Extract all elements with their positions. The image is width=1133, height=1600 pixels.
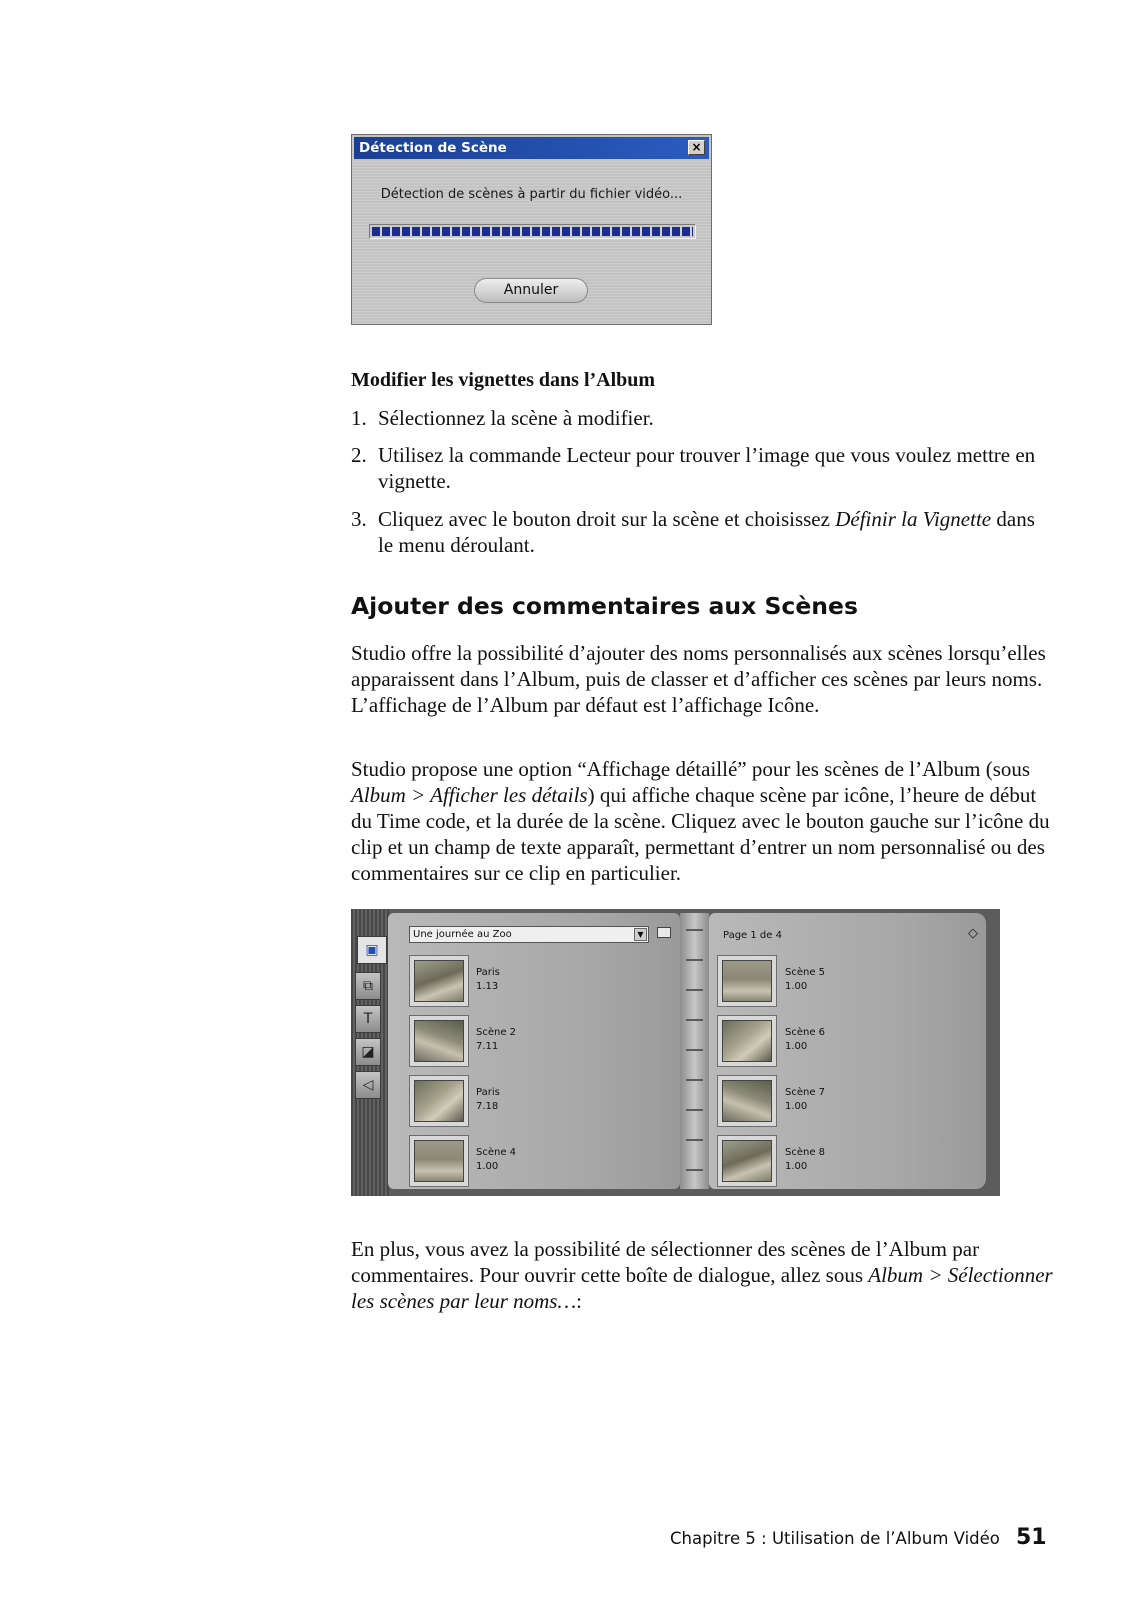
album-screenshot xyxy=(351,909,1000,1196)
album-tabs xyxy=(351,909,389,1196)
menu-command: Définir la Vignette xyxy=(835,507,992,531)
menu-path: Album > Afficher les détails xyxy=(351,783,588,807)
paragraph: Studio propose une option “Affichage détaillé” pour les scènes de l’Album (sous Album > Afficher les détails) qui affiche chaque scène par icône, l’heure de début du Time code, et la durée de la scène. Cliquez avec le bouton gauche sur l’icône du clip et un champ de texte apparaît, permettant d’entrer un nom personnalisé ou des commentaires sur ce clip en particulier. xyxy=(351,757,1050,885)
chapter-footer: Chapitre 5 : Utilisation de l’Album Vidéo xyxy=(670,1529,1000,1548)
sound-icon[interactable]: ◁ xyxy=(355,1071,381,1099)
close-icon[interactable]: × xyxy=(688,140,705,155)
scene-thumbnail[interactable] xyxy=(717,955,777,1007)
list-item xyxy=(351,506,1051,558)
menu-path: Album > Sélectionner les scènes par leur noms… xyxy=(351,1263,1053,1313)
scene-name: Paris xyxy=(476,1087,500,1098)
list-text: Cliquez avec le bouton droit sur la scène et choisissez Définir la Vignette dans le menu déroulant. xyxy=(378,507,1035,557)
scene-detection-dialog xyxy=(351,134,712,325)
list-item xyxy=(351,405,1051,431)
scene-name: Scène 7 xyxy=(785,1087,826,1098)
scene-name: Scène 5 xyxy=(785,967,826,978)
paragraph: Studio offre la possibilité d’ajouter des noms personnalisés aux scènes lorsqu’elles apparaissent dans l’Album, puis de classer et d’afficher ces scènes par leurs noms. L’affichage de l’Album par défaut est l’affichage Icône. xyxy=(351,641,1046,717)
dialog-title: Détection de Scène xyxy=(359,140,507,156)
dialog-titlebar xyxy=(354,137,709,159)
list-text: Sélectionnez la scène à modifier. xyxy=(378,406,654,430)
scene-thumbnail[interactable] xyxy=(409,1075,469,1127)
scene-name: Scène 2 xyxy=(476,1027,517,1038)
scene-name: Scène 8 xyxy=(785,1147,826,1158)
scene-duration: 7.11 xyxy=(476,1041,499,1052)
section-heading: Ajouter des commentaires aux Scènes xyxy=(351,592,858,620)
list-text: Utilisez la commande Lecteur pour trouver l’image que vous voulez mettre en vignette. xyxy=(378,443,1036,493)
scene-duration: 1.13 xyxy=(476,981,499,992)
scene-duration: 7.18 xyxy=(476,1101,499,1112)
subsection-heading: Modifier les vignettes dans l’Album xyxy=(351,369,656,391)
album-dropdown[interactable] xyxy=(409,926,649,943)
list-item xyxy=(351,442,1051,494)
scene-duration: 1.00 xyxy=(785,1101,808,1112)
scene-thumbnail[interactable] xyxy=(409,955,469,1007)
video-scenes-icon[interactable]: ▣ xyxy=(357,936,387,964)
transitions-icon[interactable]: ⧉ xyxy=(355,972,381,1000)
dialog-message: Détection de scènes à partir du fichier vidéo... xyxy=(380,187,683,202)
scene-thumbnail[interactable] xyxy=(717,1015,777,1067)
scene-duration: 1.00 xyxy=(785,1041,808,1052)
page-number: 51 xyxy=(1016,1525,1047,1550)
scene-thumbnail[interactable] xyxy=(409,1135,469,1187)
paragraph: En plus, vous avez la possibilité de sélectionner des scènes de l’Album par commentaires. Pour ouvrir cette boîte de dialogue, allez sous Album > Sélectionner les scènes par leur noms…: xyxy=(351,1237,1053,1313)
list-number: 3. xyxy=(351,507,367,531)
scene-name: Scène 4 xyxy=(476,1147,517,1158)
next-page-icon[interactable]: ◇ xyxy=(968,926,978,941)
chevron-down-icon[interactable]: ▼ xyxy=(634,928,647,941)
scene-duration: 1.00 xyxy=(785,1161,808,1172)
dropdown-value: Une journée au Zoo xyxy=(413,929,512,940)
scene-name: Paris xyxy=(476,967,500,978)
album-spine xyxy=(680,913,709,1189)
scene-duration: 1.00 xyxy=(476,1161,499,1172)
scene-thumbnail[interactable] xyxy=(717,1135,777,1187)
scene-thumbnail[interactable] xyxy=(409,1015,469,1067)
list-number: 1. xyxy=(351,406,367,430)
folder-icon[interactable] xyxy=(657,927,671,938)
progress-bar xyxy=(369,224,696,239)
titles-icon[interactable]: T xyxy=(355,1005,381,1033)
progress-fill xyxy=(372,227,693,236)
scene-duration: 1.00 xyxy=(785,981,808,992)
photos-icon[interactable]: ◪ xyxy=(355,1038,381,1066)
scene-name: Scène 6 xyxy=(785,1027,826,1038)
scene-thumbnail[interactable] xyxy=(717,1075,777,1127)
cancel-button[interactable]: Annuler xyxy=(474,278,588,303)
page-label: Page 1 de 4 xyxy=(723,930,782,941)
list-number: 2. xyxy=(351,443,367,467)
